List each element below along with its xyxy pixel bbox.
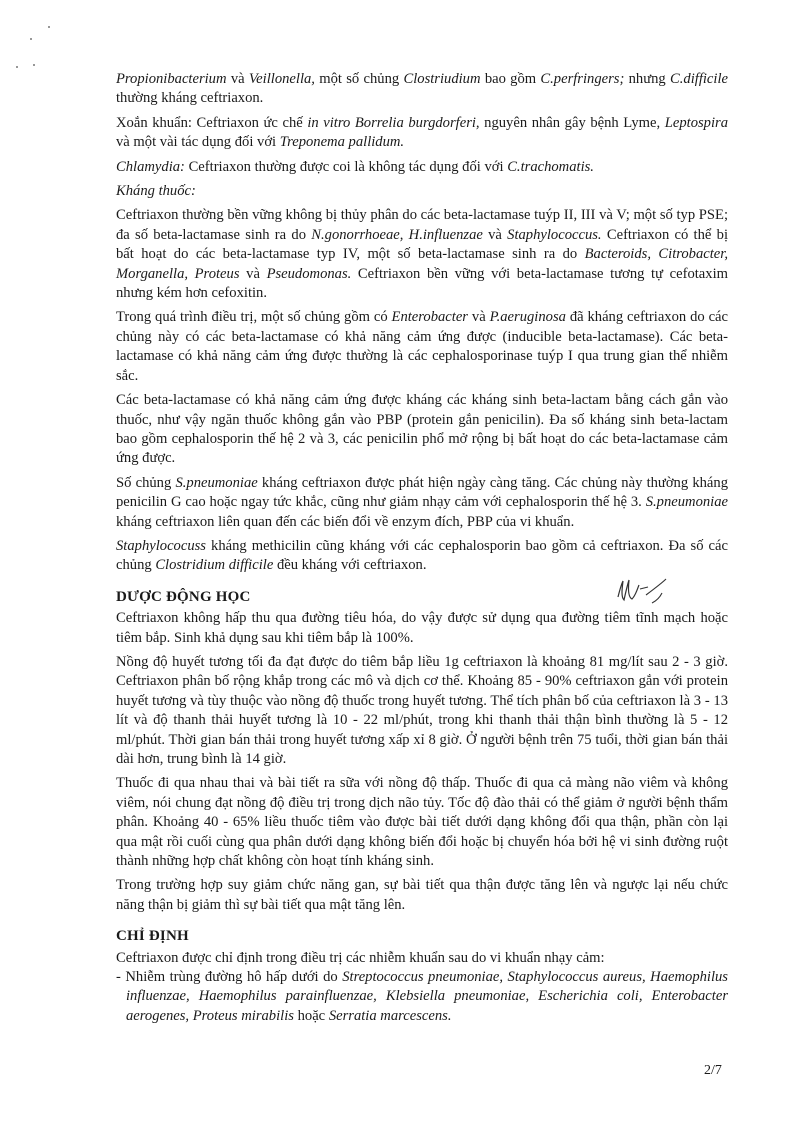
text-span: Xoắn khuẩn: Ceftriaxon ức chế <box>116 114 308 131</box>
paragraph-resistance-4 <box>116 474 728 532</box>
text-span: C.trachomatis. <box>507 158 594 175</box>
paragraph-pk-3: Thuốc đi qua nhau thai và bài tiết ra sữa với nồng độ thấp. Thuốc đi qua cả màng não viêm và không viêm, nói chung đạt nồng độ điều trị trong dịch não tủy. Tốc độ đào thải có thể giảm ở người bệnh thẩm phân. Khoảng 40 - 65% liều thuốc tiêm vào được bài tiết dưới dạng không đổi qua thận, phần còn lại qua mật rồi cuối cùng qua phân dưới dạng không biến đổi hoặc bị chuyển hóa bởi hệ vi sinh đường ruột thành những hợp chất không còn hoạt tính kháng sinh. <box>116 775 728 870</box>
text-span: P.aeruginosa <box>489 309 566 326</box>
text-span: Staphylococcus. <box>507 226 602 243</box>
text-span: Pseudomonas. <box>266 265 352 282</box>
scan-speck <box>16 66 18 68</box>
text-span: Trong quá trình điều trị, một số chủng gồm có <box>116 309 392 326</box>
text-span: Enterobacter <box>391 309 468 326</box>
paragraph-resistance-3: Các beta-lactamase có khả năng cảm ứng được kháng các kháng sinh beta-lactam bằng cách gắn vào thuốc, như vậy ngăn thuốc không gắn vào PBP (protein gắn penicilin). Đa số kháng sinh beta-lactam bao gồm cephalosporin thế hệ 2 và 3, các penicilin phổ mở rộng bị bất hoạt do các beta-lactamase cảm ứng được. <box>116 392 728 467</box>
text-span: Chlamydia: <box>116 158 185 175</box>
text-span: C.perfringers; <box>540 71 625 87</box>
paragraph-anaerobes <box>116 70 728 109</box>
section-heading-pharmacokinetics: DƯỢC ĐỘNG HỌC <box>116 588 251 605</box>
text-span: một số chủng <box>314 71 404 87</box>
text-span: và một vài tác dụng đối với <box>116 134 280 151</box>
text-span: S.pneumoniae <box>645 494 728 511</box>
text-span: Leptospira <box>664 114 728 131</box>
page-content <box>116 70 728 1026</box>
text-span: Propionibacterium <box>116 71 227 87</box>
text-span: - Nhiễm trùng đường hô hấp dưới do <box>116 969 343 986</box>
text-span: nguyên nhân gây bệnh Lyme, <box>479 114 665 131</box>
scan-speck <box>30 38 32 40</box>
text-span: hoặc <box>293 1007 329 1024</box>
text-span: và <box>239 265 267 282</box>
text-span: Clostridium difficile <box>155 557 274 574</box>
text-span: Ceftriaxon có thể bị bất hoạt do các beta-lactamase typ IV, một số beta-lactamase sinh ra do <box>116 226 728 263</box>
page-number: 2/7 <box>704 1063 722 1078</box>
text-span: và <box>482 226 508 243</box>
text-span: đã kháng ceftriaxon do các chủng này có các beta-lactamase có khả năng cảm ứng được (inducible beta-lactamase). Các beta-lactamase có khả năng cảm ứng được thường là các cephalosporinase tuýp I qua trung gian thể nhiễm sắc. <box>116 309 729 384</box>
text-span: S.pneumoniae <box>175 474 258 491</box>
text-span: Streptococcus pneumoniae, Staphylococcus aureus, Haemophilus influenzae, Haemophilus parainfluenzae, Klebsiella pneumoniae, Escherichia coli, Enterobacter aerogenes, Proteus mirabilis <box>126 969 728 1024</box>
list-item <box>116 968 728 1026</box>
text-span: và <box>468 309 490 326</box>
text-span: Treponema pallidum. <box>279 134 405 151</box>
scan-speck <box>48 26 50 28</box>
text-span: thường kháng ceftriaxon. <box>116 90 264 107</box>
text-span: C.difficile <box>670 71 728 87</box>
paragraph-resistance-5 <box>116 537 728 576</box>
text-span: Veillonella, <box>248 71 315 87</box>
text-span: bao gồm <box>480 71 541 87</box>
text-span: Serratia marcescens. <box>328 1007 452 1024</box>
text-span: Staphylococuss <box>116 537 206 554</box>
text-span: kháng methicilin cũng kháng với các cephalosporin bao gồm cả ceftriaxon. Đa số các chủng <box>116 537 728 574</box>
paragraph-indications-intro: Ceftriaxon được chỉ định trong điều trị các nhiễm khuẩn sau do vi khuẩn nhạy cảm: <box>116 949 605 966</box>
text-span: Clostriudium <box>403 71 481 87</box>
paragraph-spirochetes <box>116 114 728 153</box>
text-span: Số chủng <box>116 474 176 491</box>
paragraph-chlamydia <box>116 158 728 177</box>
text-span: và <box>226 71 249 87</box>
paragraph-pk-4: Trong trường hợp suy giảm chức năng gan, sự bài tiết qua thận được tăng lên và ngược lại nếu chức năng thận bị giảm thì sự bài tiết qua mật tăng lên. <box>116 877 728 913</box>
paragraph-pk-1: Ceftriaxon không hấp thu qua đường tiêu hóa, do vậy được sử dụng qua đường tiêm tĩnh mạch hoặc tiêm bắp. Sinh khả dụng sau khi tiêm bắp là 100%. <box>116 610 728 646</box>
paragraph-resistance-2 <box>116 308 728 386</box>
text-span: Ceftriaxon bền vững với beta-lactamase tương tự cefotaxim nhưng kém hơn cefoxitin. <box>116 265 728 302</box>
paragraph-pk-2: Nồng độ huyết tương tối đa đạt được do tiêm bắp liều 1g ceftriaxon là khoảng 81 mg/lít sau 2 - 3 giờ. Ceftriaxon phân bố rộng khắp trong các mô và dịch cơ thể. Khoảng 85 - 90% ceftriaxon gắn với protein huyết tương và tùy thuộc vào nồng độ thuốc trong huyết tương. Thể tích phân bố của ceftriaxon là 3 - 13 lít và độ thanh thải huyết tương là 10 - 22 ml/phút, trong khi thanh thải thận bình thường là 5 - 12 ml/phút. Thời gian bán thải trong huyết tương xấp xỉ 8 giờ. Ở người bệnh trên 75 tuổi, thời gian bán thải dài hơn, trung bình là 14 giờ. <box>116 653 728 767</box>
text-span: đều kháng với ceftriaxon. <box>273 557 427 574</box>
text-span: Ceftriaxon thường được coi là không tác dụng đối với <box>184 158 508 175</box>
text-span: N.gonorrhoeae, H.influenzae <box>311 226 483 243</box>
text-span: nhưng <box>624 71 671 87</box>
text-span: Ceftriaxon thường bền vững không bị thủy phân do các beta-lactamase tuýp II, III và V; một số typ PSE; đa số beta-lactamase sinh ra do <box>116 207 728 243</box>
section-heading-indications: CHỈ ĐỊNH <box>116 928 189 945</box>
text-span: kháng ceftriaxon được phát hiện ngày càng tăng. Các chủng này thường kháng penicilin G cao hoặc ngay tức khắc, cũng như giảm nhạy cảm với cephalosporin thế hệ 3. <box>116 474 728 511</box>
text-span: in vitro Borrelia burgdorferi, <box>307 114 480 131</box>
text-span: kháng ceftriaxon liên quan đến các biến đổi về enzym đích, PBP của vi khuẩn. <box>116 513 575 530</box>
text-span: Bacteroids, Citrobacter, Morganella, Proteus <box>116 246 728 282</box>
scan-speck <box>33 64 35 66</box>
paragraph-resistance-1 <box>116 206 728 303</box>
subheading-resistance: Kháng thuốc: <box>116 183 196 200</box>
